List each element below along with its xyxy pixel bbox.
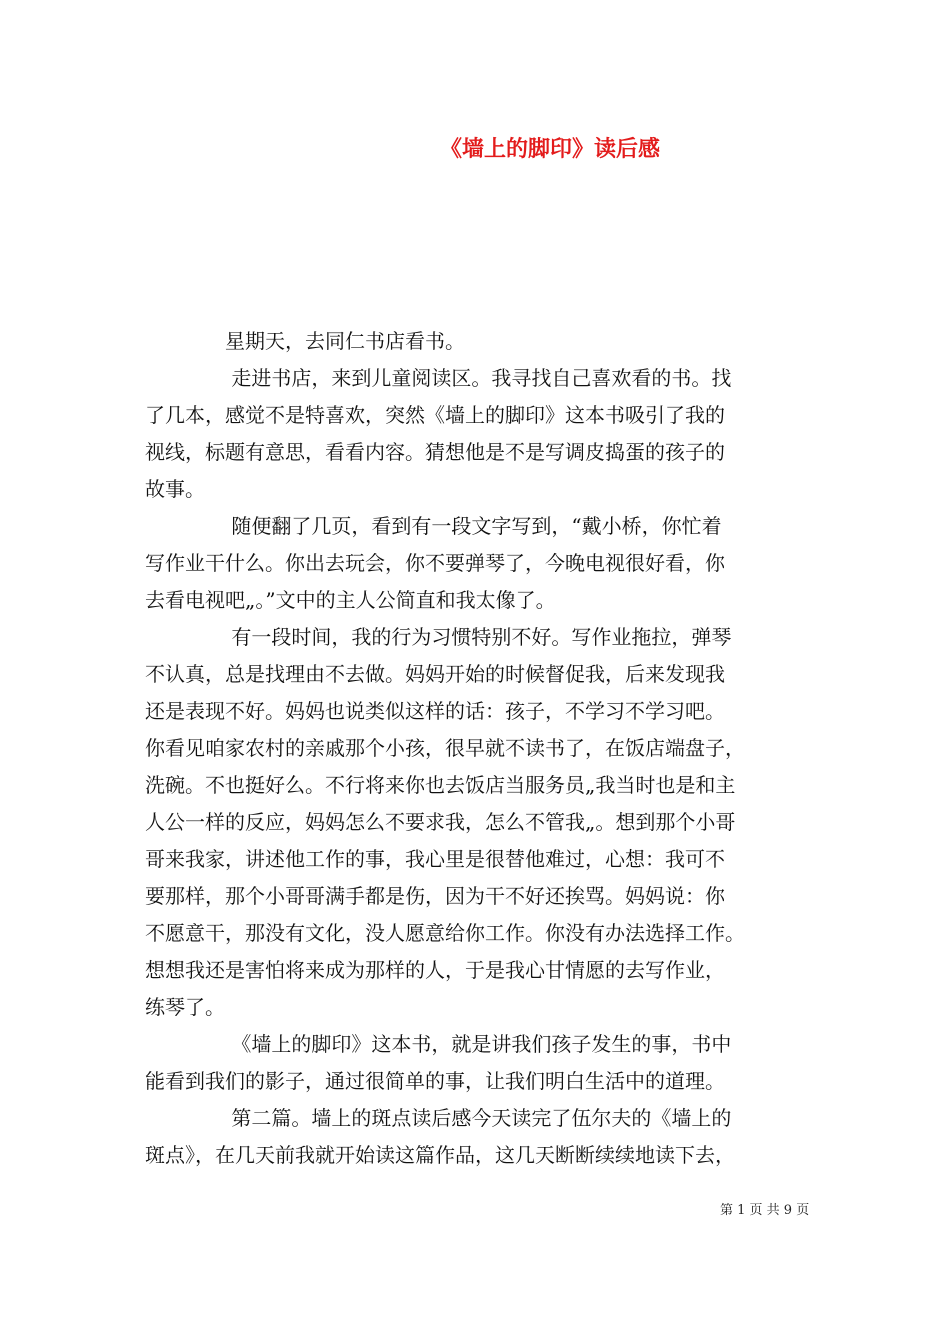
body-line: 洗碗。不也挺好么。不行将来你也去饭店当服务员„我当时也是和主	[145, 773, 736, 797]
body-line: 第二篇。墙上的斑点读后感今天读完了伍尔夫的《墙上的	[145, 1106, 732, 1130]
body-line: 不愿意干，那没有文化，没人愿意给你工作。你没有办法选择工作。	[145, 921, 745, 945]
body-line: 了几本，感觉不是特喜欢，突然《墙上的脚印》这本书吸引了我的	[145, 403, 725, 427]
document-title: 《墙上的脚印》读后感	[440, 136, 661, 162]
body-line: 去看电视吧„。”文中的主人公简直和我太像了。	[145, 588, 556, 612]
body-line: 故事。	[145, 477, 205, 501]
body-line: 你看见咱家农村的亲戚那个小孩，很早就不读书了，在饭店端盘子，	[145, 736, 745, 760]
body-line: 哥来我家，讲述他工作的事，我心里是很替他难过，心想：我可不	[145, 847, 725, 871]
body-line: 《墙上的脚印》这本书，就是讲我们孩子发生的事，书中	[145, 1032, 732, 1056]
body-line: 写作业干什么。你出去玩会，你不要弹琴了，今晚电视很好看，你	[145, 551, 725, 575]
body-line: 斑点》，在几天前我就开始读这篇作品，这几天断断续续地读下去，	[145, 1143, 735, 1167]
body-line: 还是表现不好。妈妈也说类似这样的话：孩子，不学习不学习吧。	[145, 699, 725, 723]
document-body	[145, 323, 810, 1174]
body-line: 随便翻了几页，看到有一段文字写到，“戴小桥，你忙着	[145, 514, 722, 538]
body-line: 走进书店，来到儿童阅读区。我寻找自己喜欢看的书。找	[145, 366, 732, 390]
body-line: 视线，标题有意思，看看内容。猜想他是不是写调皮捣蛋的孩子的	[145, 440, 725, 464]
body-line: 练琴了。	[145, 995, 225, 1019]
body-line: 要那样，那个小哥哥满手都是伤，因为干不好还挨骂。妈妈说：你	[145, 884, 725, 908]
page-number-footer: 第 1 页 共 9 页	[720, 1203, 810, 1218]
body-line: 想想我还是害怕将来成为那样的人，于是我心甘情愿的去写作业，	[145, 958, 725, 982]
body-line: 人公一样的反应，妈妈怎么不要求我，怎么不管我„。想到那个小哥	[145, 810, 736, 834]
body-line: 有一段时间，我的行为习惯特别不好。写作业拖拉，弹琴	[145, 625, 732, 649]
body-line: 能看到我们的影子，通过很简单的事，让我们明白生活中的道理。	[145, 1069, 725, 1093]
body-line: 星期天，去同仁书店看书。	[145, 329, 465, 353]
body-line: 不认真，总是找理由不去做。妈妈开始的时候督促我，后来发现我	[145, 662, 725, 686]
